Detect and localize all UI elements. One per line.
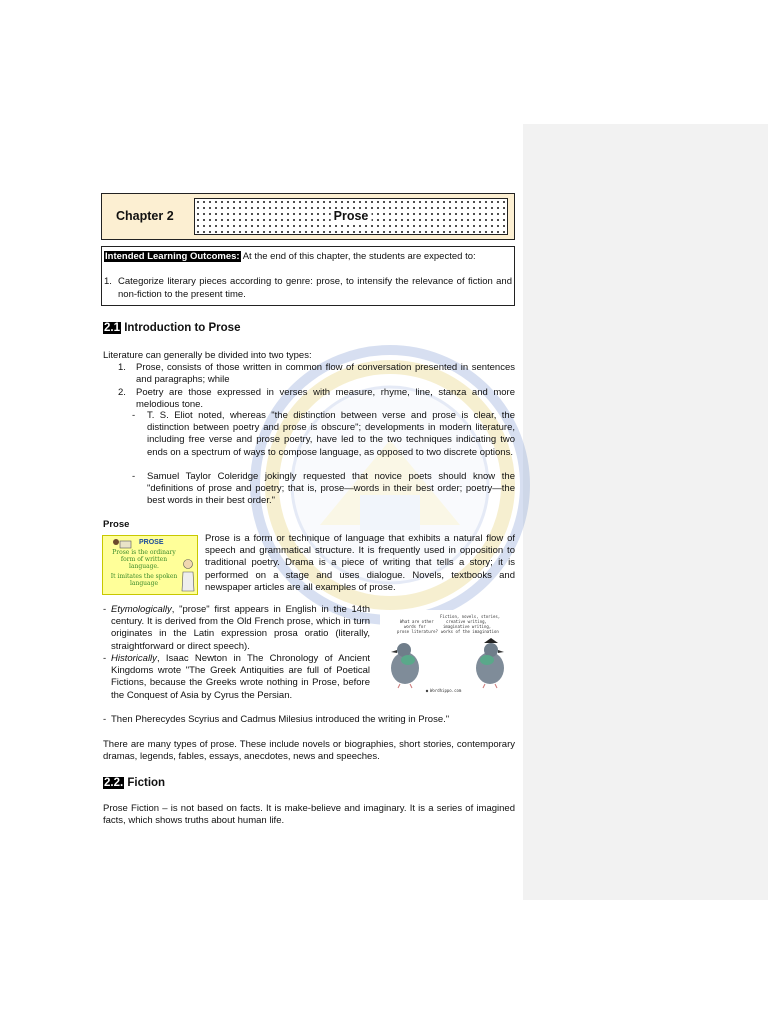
prose-image-line: It imitates the spoken xyxy=(110,573,178,580)
source-mark-icon xyxy=(426,690,428,692)
prose-subheading: Prose xyxy=(103,519,130,530)
history-text: , Isaac Newton in The Chronology of Ancient Kingdoms wrote "The Greek Antiquities are full of Poetical Fictions, because the Greeks wrote nothing in Prose, before the Conquest of Asia by Cyrus the Persian. xyxy=(111,653,370,701)
prose-types-paragraph: There are many types of prose. These include novels or biographies, short stories, contemporary dramas, legends, fables, essays, anecdotes, news and speeches. xyxy=(103,739,515,763)
bullet-text: T. S. Eliot noted, whereas "the distinction between verse and prose is clear, the distinction between poetry and prose is obscure"; developments in modern literature, including free verse and prose poetry, have led to the two techniques indicating two ends on a spectrum of ways to compose language, as opposed to two discrete options. xyxy=(147,410,515,458)
image-source-footer: Wordhippo.com xyxy=(430,688,462,693)
learning-outcomes-heading xyxy=(104,251,476,262)
chapter-title: Prose xyxy=(331,209,372,223)
history-lead: Historically xyxy=(111,653,157,664)
learning-outcomes-tag: Intended Learning Outcomes: xyxy=(105,251,240,262)
right-bubble-line: creative writing, xyxy=(446,619,487,624)
history-lead: Etymologically xyxy=(111,604,172,615)
left-bubble-line: What are other xyxy=(400,619,434,624)
pigeons-dialogue-image xyxy=(380,610,514,700)
history-mark: - xyxy=(103,714,107,725)
history-item xyxy=(103,604,370,653)
section-number: 2.2. xyxy=(104,777,124,789)
bullet-text: Samuel Taylor Coleridge jokingly requested that novice poets should know the "definitions of prose and poetry; that is, prose—words in their best order; poetry—the best words in their best order." xyxy=(147,471,515,507)
list-item xyxy=(118,387,515,411)
learning-outcome-text: Categorize literary pieces according to genre: prose, to intensify the relevance of fiction and non-fiction to the present time. xyxy=(118,276,512,300)
list-number: 1. xyxy=(118,362,126,373)
chapter-header-box xyxy=(101,193,515,240)
section-title: Fiction xyxy=(124,777,166,789)
chapter-label: Chapter 2 xyxy=(116,209,174,223)
section-heading-2-1 xyxy=(103,322,240,334)
prose-definition-image xyxy=(102,535,198,595)
history-item xyxy=(103,714,515,726)
fiction-definition: Prose Fiction – is not based on facts. It is make-believe and imaginary. It is a series of imagined facts, which shows truths about human life. xyxy=(103,803,515,827)
list-text: Prose, consists of those written in common flow of conversation presented in sentences and paragraphs; while xyxy=(136,362,515,386)
bullet-item xyxy=(132,471,515,508)
learning-outcome-number: 1. xyxy=(104,276,112,287)
prose-definition: Prose is a form or technique of language that exhibits a natural flow of speech and grammatical structure. It is frequently used in opposition to traditional poetry. Drama is a piece of writing that tells a story; it is performed on a stage and uses dialogue. Novels, textbooks and newspaper articles are all examples of prose. xyxy=(205,533,515,593)
prose-image-line: Prose is the ordinary xyxy=(112,549,176,556)
left-bubble-line: words for xyxy=(404,624,426,629)
left-bubble-line: prose literature? xyxy=(397,629,438,634)
bullet-mark: - xyxy=(132,410,136,421)
list-number: 2. xyxy=(118,387,126,398)
history-text: , "prose" first appears in English in the 14th century. It is derived from the Old French prose, which in turn originates in the Latin expression prosa oratio (literally, straightforward or direct speech). xyxy=(111,604,370,652)
prose-image-line: language xyxy=(129,580,159,587)
bullet-item xyxy=(132,410,515,459)
history-item xyxy=(103,653,370,702)
prose-image-line: language. xyxy=(129,563,159,570)
learning-outcome-item xyxy=(104,275,512,301)
right-bubble-line: imaginative writing, xyxy=(443,624,492,629)
learning-outcomes-lead: At the end of this chapter, the students are expected to: xyxy=(240,251,476,262)
right-bubble-line: works of the imagination xyxy=(441,629,499,634)
section-heading-2-2 xyxy=(103,777,165,789)
prose-image-line: form of written xyxy=(120,556,168,563)
comment-pane xyxy=(523,124,768,900)
history-text: Then Pherecydes Scyrius and Cadmus Milesius introduced the writing in Prose." xyxy=(111,714,450,725)
history-mark: - xyxy=(103,653,107,664)
list-item xyxy=(118,362,515,386)
bullet-mark: - xyxy=(132,471,136,482)
history-mark: - xyxy=(103,604,107,615)
right-bubble-line: Fiction, novels, stories, xyxy=(440,614,501,619)
writer-figure-icon xyxy=(179,558,197,592)
section-title: Introduction to Prose xyxy=(121,322,241,334)
section-number: 2.1 xyxy=(104,322,120,334)
literature-intro: Literature can generally be divided into two types: xyxy=(103,350,312,361)
prose-image-title: PROSE xyxy=(139,539,164,546)
learning-outcomes-box xyxy=(101,246,515,306)
list-text: Poetry are those expressed in verses with measure, rhyme, line, stanza and more melodious tone. xyxy=(136,387,515,411)
chapter-title-box xyxy=(194,198,508,235)
